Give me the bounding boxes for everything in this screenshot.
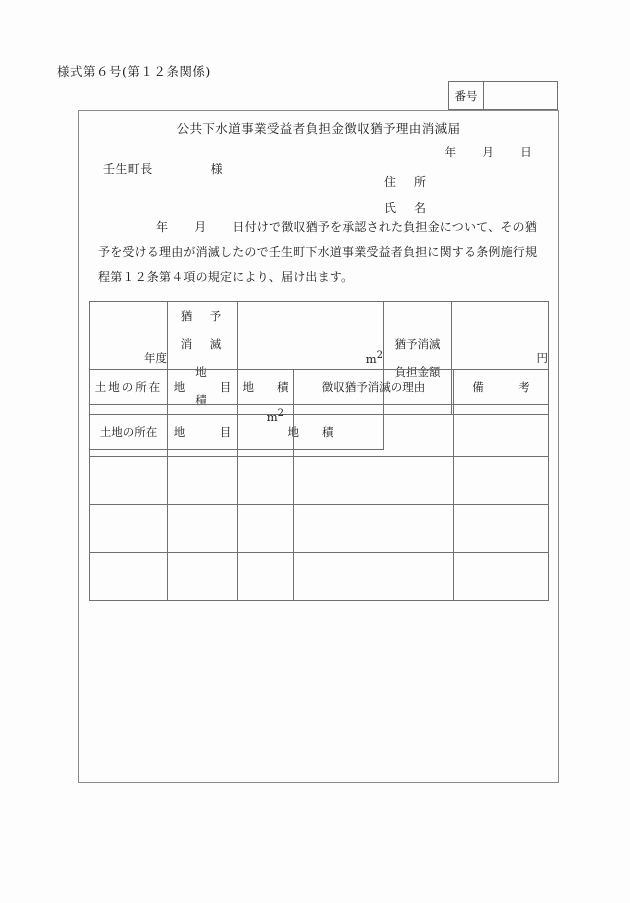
cell-area[interactable] [238,505,294,553]
cell-category[interactable] [168,405,238,457]
cell-area[interactable] [238,553,294,601]
addressee-name: 壬生町長 [103,162,153,176]
number-box-value[interactable] [484,82,557,109]
form-frame [78,110,559,783]
body-month-label: 月 [194,220,207,234]
col-header-area: 地 積 [238,370,294,405]
page-title: 公共下水道事業受益者負担金徴収猶予理由消滅届 [176,121,461,136]
cell-remarks[interactable] [454,505,549,553]
cell-area[interactable] [238,405,294,457]
number-box [448,81,558,110]
body-paragraph [98,215,538,290]
number-box-label: 番号 [449,82,484,109]
area-label-bottom: 地 積 [195,365,268,407]
cell-area-unit: m [266,409,278,424]
amount-unit: 円 [536,351,548,365]
cell-reason[interactable] [294,505,454,553]
cell-remarks[interactable] [454,405,549,457]
table-row [90,505,549,553]
applicant-name-label: 氏 名 [384,201,430,215]
cell-location[interactable] [90,457,168,505]
header-location: 土地の所在 [90,415,168,450]
col-header-location: 土地の所在 [90,370,168,405]
cell-location[interactable] [90,505,168,553]
area-unit-superscript: 2 [376,350,383,362]
col-header-category: 地 目 [168,370,238,405]
cell-area[interactable] [238,457,294,505]
cell-location[interactable] [90,553,168,601]
amount-label-bottom: 負担金額 [394,365,441,379]
detail-table [89,369,549,601]
fiscal-year-label: 年度 [90,302,168,415]
cell-category[interactable] [168,457,238,505]
cell-remarks[interactable] [454,553,549,601]
body-year-label: 年 [156,220,169,234]
date-day-label: 日 [520,145,532,159]
table-row [90,405,549,457]
area-unit: m [365,351,377,366]
addressee-line [103,160,223,177]
cell-area-unit-superscript: 2 [277,408,284,419]
body-line2: を受ける理由が消滅したので壬生町下水道事業受益者負担に関する条例施行規程 [98,245,538,284]
header-category: 地 目 [168,415,238,450]
col-header-remarks: 備 考 [454,370,549,405]
cell-reason[interactable] [294,405,454,457]
form-code-label: 様式第６号(第１２条関係) [57,64,211,79]
cell-category[interactable] [168,505,238,553]
applicant-address-label: 住 所 [384,175,430,189]
area-label-top: 猶 予 消 滅 [180,309,239,351]
body-line1-rest: 日付けで徴収猶予を承認された負担金について、その猶予 [98,220,537,259]
date-year-label: 年 [444,145,457,159]
cell-reason[interactable] [294,457,454,505]
amount-label-top: 猶予消滅 [394,337,441,351]
body-line3: 第１２条第４項の規定により、届け出ます。 [110,270,354,284]
cell-remarks[interactable] [454,457,549,505]
cell-reason[interactable] [294,553,454,601]
date-month-label: 月 [482,145,495,159]
col-header-reason: 徴収猶予消滅の理由 [294,370,454,405]
header-area: 地 積 [238,415,384,450]
cell-category[interactable] [168,553,238,601]
table-row [90,553,549,601]
cell-location[interactable] [90,405,168,457]
submission-date-line [445,144,532,160]
addressee-honorific: 様 [210,162,224,176]
detail-table-header [90,370,549,405]
table-row [90,457,549,505]
